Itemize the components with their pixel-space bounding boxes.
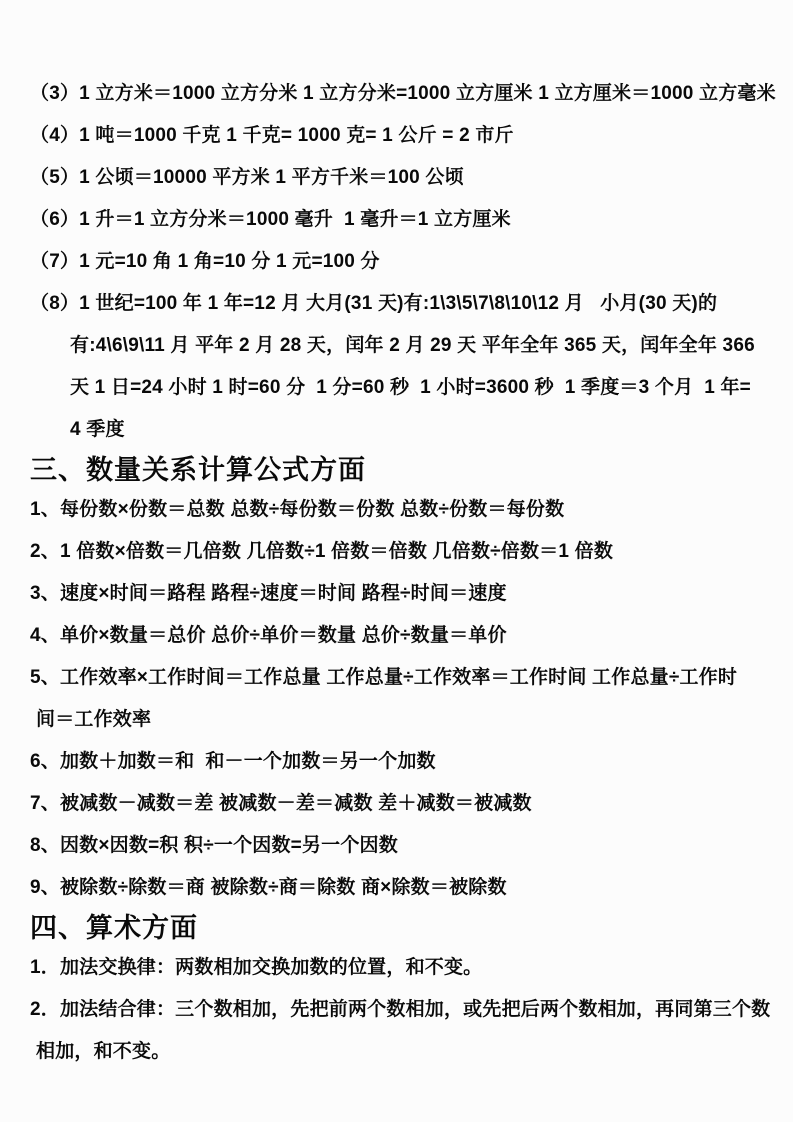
formula-item-2: 2、1 倍数×倍数＝几倍数 几倍数÷1 倍数＝倍数 几倍数÷倍数＝1 倍数 xyxy=(30,541,614,562)
unit-conversion-item-8: （8）1 世纪=100 年 1 年=12 月 大月(31 天)有:1\3\5\7\8\10\12 月 小月(30 天)的 xyxy=(30,293,718,314)
formula-item-3: 3、速度×时间＝路程 路程÷速度＝时间 路程÷时间＝速度 xyxy=(30,583,507,604)
arithmetic-rule-2: 2．加法结合律：三个数相加，先把前两个数相加，或先把后两个数相加，再同第三个数 xyxy=(30,999,771,1020)
unit-conversion-item-8-continued-3: 4 季度 xyxy=(70,419,125,440)
formula-item-6: 6、加数＋加数＝和 和－一个加数＝另一个加数 xyxy=(30,751,436,772)
unit-conversion-item-6: （6）1 升＝1 立方分米＝1000 毫升 1 毫升＝1 立方厘米 xyxy=(30,209,511,230)
formula-item-7: 7、被减数－减数＝差 被减数－差＝减数 差＋减数＝被减数 xyxy=(30,793,532,814)
arithmetic-rule-1: 1．加法交换律：两数相加交换加数的位置，和不变。 xyxy=(30,957,483,978)
formula-item-5: 5、工作效率×工作时间＝工作总量 工作总量÷工作效率＝工作时间 工作总量÷工作时 xyxy=(30,667,738,688)
formula-item-9: 9、被除数÷除数＝商 被除数÷商＝除数 商×除数＝被除数 xyxy=(30,877,507,898)
formula-item-5-continued: 间＝工作效率 xyxy=(36,709,152,730)
unit-conversion-item-3: （3）1 立方米＝1000 立方分米 1 立方分米=1000 立方厘米 1 立方厘米＝1000 立方毫米 xyxy=(30,83,776,104)
formula-item-4: 4、单价×数量＝总价 总价÷单价＝数量 总价÷数量＝单价 xyxy=(30,625,507,646)
arithmetic-rule-2-continued: 相加，和不变。 xyxy=(36,1041,171,1062)
unit-conversion-item-7: （7）1 元=10 角 1 角=10 分 1 元=100 分 xyxy=(30,251,380,272)
section-heading-quantity-formulas: 三、数量关系计算公式方面 xyxy=(30,455,366,485)
unit-conversion-item-8-continued-2: 天 1 日=24 小时 1 时=60 分 1 分=60 秒 1 小时=3600 秒 1 季度＝3 个月 1 年= xyxy=(70,377,751,398)
unit-conversion-item-5: （5）1 公顷＝10000 平方米 1 平方千米＝100 公顷 xyxy=(30,167,464,188)
formula-item-8: 8、因数×因数=积 积÷一个因数=另一个因数 xyxy=(30,835,398,856)
unit-conversion-item-4: （4）1 吨＝1000 千克 1 千克= 1000 克= 1 公斤 = 2 市斤 xyxy=(30,125,514,146)
formula-item-1: 1、每份数×份数＝总数 总数÷每份数＝份数 总数÷份数＝每份数 xyxy=(30,499,565,520)
unit-conversion-item-8-continued-1: 有:4\6\9\11 月 平年 2 月 28 天，闰年 2 月 29 天 平年全年 365 天，闰年全年 366 xyxy=(70,335,755,356)
section-heading-arithmetic: 四、算术方面 xyxy=(30,913,198,943)
